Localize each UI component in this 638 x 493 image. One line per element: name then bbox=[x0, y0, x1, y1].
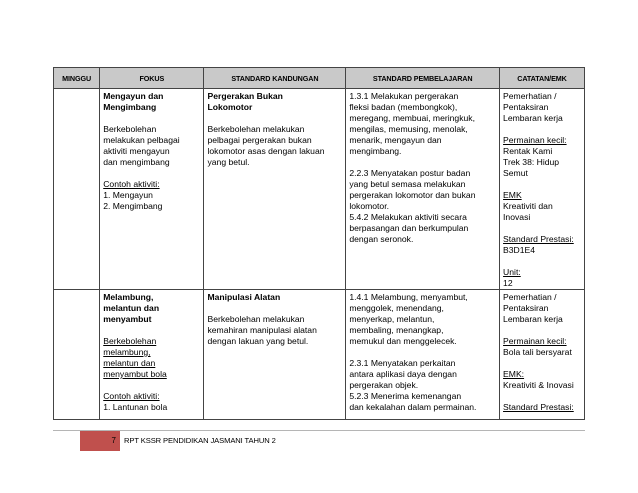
permainan-line: Trek 38: Hidup bbox=[503, 157, 560, 167]
page-footer bbox=[53, 430, 585, 451]
table-row bbox=[54, 89, 585, 290]
sp-line: 5.4.2 Melakukan aktiviti secara bbox=[349, 212, 467, 222]
sk-desc-line: lokomotor asas dengan lakuan bbox=[207, 146, 325, 156]
footer-title: RPT KSSR PENDIDIKAN JASMANI TAHUN 2 bbox=[124, 436, 276, 445]
fokus-desc-line: dan mengimbang bbox=[103, 157, 170, 167]
header-catatan-emk: CATATAN/EMK bbox=[500, 68, 585, 89]
sp-line: 2.2.3 Menyatakan postur badan bbox=[349, 168, 471, 178]
emk-line: Kreativiti & Inovasi bbox=[503, 380, 574, 390]
sk-title-line: Manipulasi Alatan bbox=[207, 292, 281, 302]
table-row bbox=[54, 290, 585, 420]
fokus-desc-line: aktiviti mengayun bbox=[103, 146, 170, 156]
sp-line: fleksi badan (membongkok), bbox=[349, 102, 458, 112]
sk-desc-line: kemahiran manipulasi alatan bbox=[207, 325, 317, 335]
fokus-desc-line: melantun dan bbox=[103, 358, 156, 368]
sk-desc-line: dengan lakuan yang betul. bbox=[207, 336, 309, 346]
sp-line: mengilas, memusing, menolak, bbox=[349, 124, 468, 134]
fokus-desc-line: Berkebolehan bbox=[103, 124, 157, 134]
header-standard-pembelajaran: STANDARD PEMBELAJARAN bbox=[346, 68, 500, 89]
header-minggu: MINGGU bbox=[54, 68, 100, 89]
sp-line: lokomotor. bbox=[349, 201, 389, 211]
fokus-title bbox=[103, 91, 200, 113]
sp-line: 2.3.1 Menyatakan perkaitan bbox=[349, 358, 456, 368]
emk-label: EMK: bbox=[503, 369, 525, 379]
emk-label: EMK bbox=[503, 190, 522, 200]
permainan-kecil-label: Permainan kecil: bbox=[503, 135, 567, 145]
contoh-item: 1. Mengayun bbox=[103, 190, 153, 200]
permainan-line: Semut bbox=[503, 168, 528, 178]
cell-standard-kandungan bbox=[204, 290, 346, 420]
sp-line: menggolek, menendang, bbox=[349, 303, 444, 313]
cell-standard-pembelajaran bbox=[346, 89, 500, 290]
cell-fokus bbox=[100, 290, 204, 420]
fokus-desc-line: menyambut bola bbox=[103, 369, 167, 379]
permainan-line: Bola tali bersyarat bbox=[503, 347, 572, 357]
contoh-item: 1. Lantunan bola bbox=[103, 402, 168, 412]
sp-line: mengimbang. bbox=[349, 146, 402, 156]
fokus-desc-line: melambung, bbox=[103, 347, 151, 357]
sp-line: pergerakan objek. bbox=[349, 380, 419, 390]
fokus-desc-line: Berkebolehan bbox=[103, 336, 157, 346]
cell-minggu bbox=[54, 290, 100, 420]
permainan-kecil-label: Permainan kecil: bbox=[503, 336, 567, 346]
sp-line: meregang, membuai, meringkuk, bbox=[349, 113, 475, 123]
sk-title-line: Lokomotor bbox=[207, 102, 253, 112]
emk-line: Inovasi bbox=[503, 212, 531, 222]
cell-standard-kandungan bbox=[204, 89, 346, 290]
permainan-line: Rentak Kami bbox=[503, 146, 553, 156]
pentaksiran-line: Pentaksiran bbox=[503, 102, 549, 112]
sp-line: 5.2.3 Menerima kemenangan bbox=[349, 391, 462, 401]
sp-line: dan kekalahan dalam permainan. bbox=[349, 402, 477, 412]
standard-prestasi-value: B3D1E4 bbox=[503, 245, 536, 255]
pentaksiran-line: Pentaksiran bbox=[503, 303, 549, 313]
unit-label: Unit: bbox=[503, 267, 521, 277]
rpt-table bbox=[53, 67, 585, 420]
fokus-title-line: Mengimbang bbox=[103, 102, 157, 112]
table-header-row bbox=[54, 68, 585, 89]
sk-title bbox=[207, 91, 342, 113]
sp-line: dengan seronok. bbox=[349, 234, 414, 244]
sp-line: berpasangan dan berkumpulan bbox=[349, 223, 469, 233]
unit-value: 12 bbox=[503, 278, 513, 288]
sk-desc-line: pelbagai pergerakan bukan bbox=[207, 135, 312, 145]
fokus-desc-line: melakukan pelbagai bbox=[103, 135, 180, 145]
page-number: 7 bbox=[80, 431, 120, 451]
fokus-title-line: Melambung, bbox=[103, 292, 154, 302]
sp-line: menyerkap, melantun, bbox=[349, 314, 435, 324]
contoh-item: 2. Mengimbang bbox=[103, 201, 163, 211]
contoh-aktiviti-label: Contoh aktiviti: bbox=[103, 391, 160, 401]
sp-line: antara aplikasi daya dengan bbox=[349, 369, 457, 379]
cell-catatan-emk bbox=[500, 89, 585, 290]
pentaksiran-line: Lembaran kerja bbox=[503, 113, 563, 123]
sp-line: pergerakan lokomotor dan bukan bbox=[349, 190, 476, 200]
sp-line: membaling, menangkap, bbox=[349, 325, 444, 335]
sk-desc-line: Berkebolehan melakukan bbox=[207, 314, 305, 324]
sk-title bbox=[207, 292, 342, 303]
pentaksiran-line: Pemerhatian / bbox=[503, 292, 557, 302]
sp-line: yang betul semasa melakukan bbox=[349, 179, 466, 189]
cell-standard-pembelajaran bbox=[346, 290, 500, 420]
pentaksiran-line: Pemerhatian / bbox=[503, 91, 557, 101]
standard-prestasi-label: Standard Prestasi: bbox=[503, 234, 574, 244]
cell-fokus bbox=[100, 89, 204, 290]
pentaksiran-line: Lembaran kerja bbox=[503, 314, 563, 324]
header-fokus: FOKUS bbox=[100, 68, 204, 89]
sp-line: 1.3.1 Melakukan pergerakan bbox=[349, 91, 459, 101]
sk-desc-line: Berkebolehan melakukan bbox=[207, 124, 305, 134]
cell-catatan-emk bbox=[500, 290, 585, 420]
fokus-title-line: menyambut bbox=[103, 314, 152, 324]
fokus-title-line: Mengayun dan bbox=[103, 91, 164, 101]
sp-line: menarik, mengayun dan bbox=[349, 135, 442, 145]
sp-line: 1.4.1 Melambung, menyambut, bbox=[349, 292, 468, 302]
cell-minggu bbox=[54, 89, 100, 290]
fokus-title bbox=[103, 292, 200, 325]
sk-title-line: Pergerakan Bukan bbox=[207, 91, 283, 101]
sk-desc-line: yang betul. bbox=[207, 157, 250, 167]
fokus-title-line: melantun dan bbox=[103, 303, 160, 313]
contoh-aktiviti-label: Contoh aktiviti: bbox=[103, 179, 160, 189]
emk-line: Kreativiti dan bbox=[503, 201, 553, 211]
header-standard-kandungan: STANDARD KANDUNGAN bbox=[204, 68, 346, 89]
standard-prestasi-label: Standard Prestasi: bbox=[503, 402, 574, 412]
sp-line: memukul dan menggelecek. bbox=[349, 336, 457, 346]
